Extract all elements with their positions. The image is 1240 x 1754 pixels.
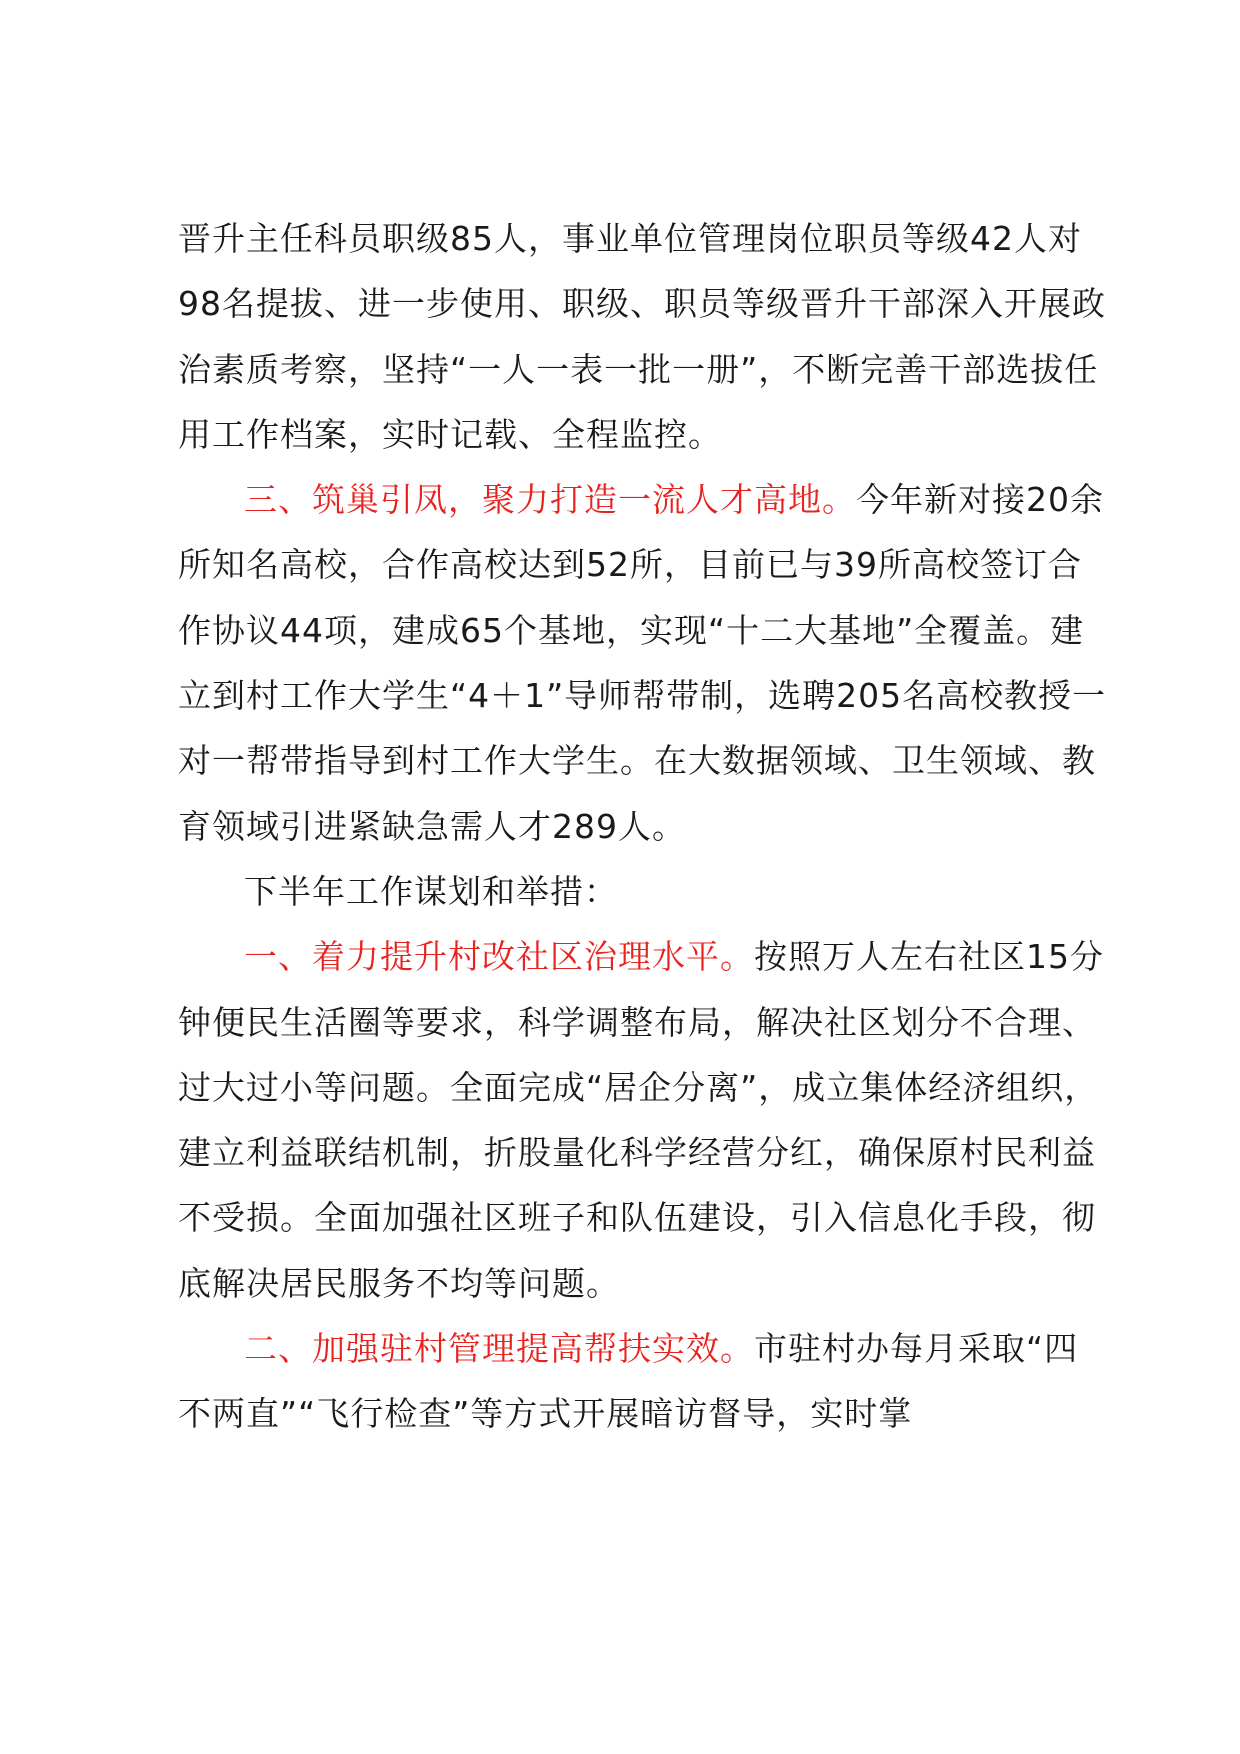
paragraph-text: 今年新对接20余所知名高校，合作高校达到52所，目前已与39所高校签订合作协议44项，建成65个基地，实现“十二大基地”全覆盖。建立到村工作大学生“4＋1”导师帮带制，选聘205名高校教授一对一帮带指导到村工作大学生。在大数据领域、卫生领域、教育领域引进紧缺急需人才289人。 <box>178 480 1107 846</box>
paragraph-village-assistance <box>178 1316 1108 1447</box>
paragraph-text: 下半年工作谋划和举措： <box>244 871 618 911</box>
paragraph-talent-highland <box>178 467 1108 859</box>
section-heading-village: 二、加强驻村管理提高帮扶实效。 <box>244 1329 754 1369</box>
paragraph-text: 晋升主任科员职级85人，事业单位管理岗位职员等级42人对98名提拔、进一步使用、职级、职员等级晋升干部深入开展政治素质考察，坚持“一人一表一批一册”，不断完善干部选拔任用工作档案，实时记载、全程监控。 <box>178 219 1106 454</box>
document-body <box>178 206 1108 1447</box>
section-heading-talent: 三、筑巢引凤，聚力打造一流人才高地。 <box>244 480 856 520</box>
section-heading-community: 一、着力提升村改社区治理水平。 <box>244 937 754 977</box>
paragraph-community-governance <box>178 924 1108 1316</box>
paragraph-cadre-promotion <box>178 206 1108 467</box>
paragraph-text: 市驻村办每月采取“四不两直”“飞行检查”等方式开展暗访督导，实时掌 <box>178 1329 1079 1434</box>
paragraph-text: 按照万人左右社区15分钟便民生活圈等要求，科学调整布局，解决社区划分不合理、过大过小等问题。全面完成“居企分离”，成立集体经济组织，建立利益联结机制，折股量化科学经营分红，确保原村民利益不受损。全面加强社区班子和队伍建设，引入信息化手段，彻底解决居民服务不均等问题。 <box>178 937 1104 1303</box>
paragraph-second-half-plan <box>178 859 1108 924</box>
